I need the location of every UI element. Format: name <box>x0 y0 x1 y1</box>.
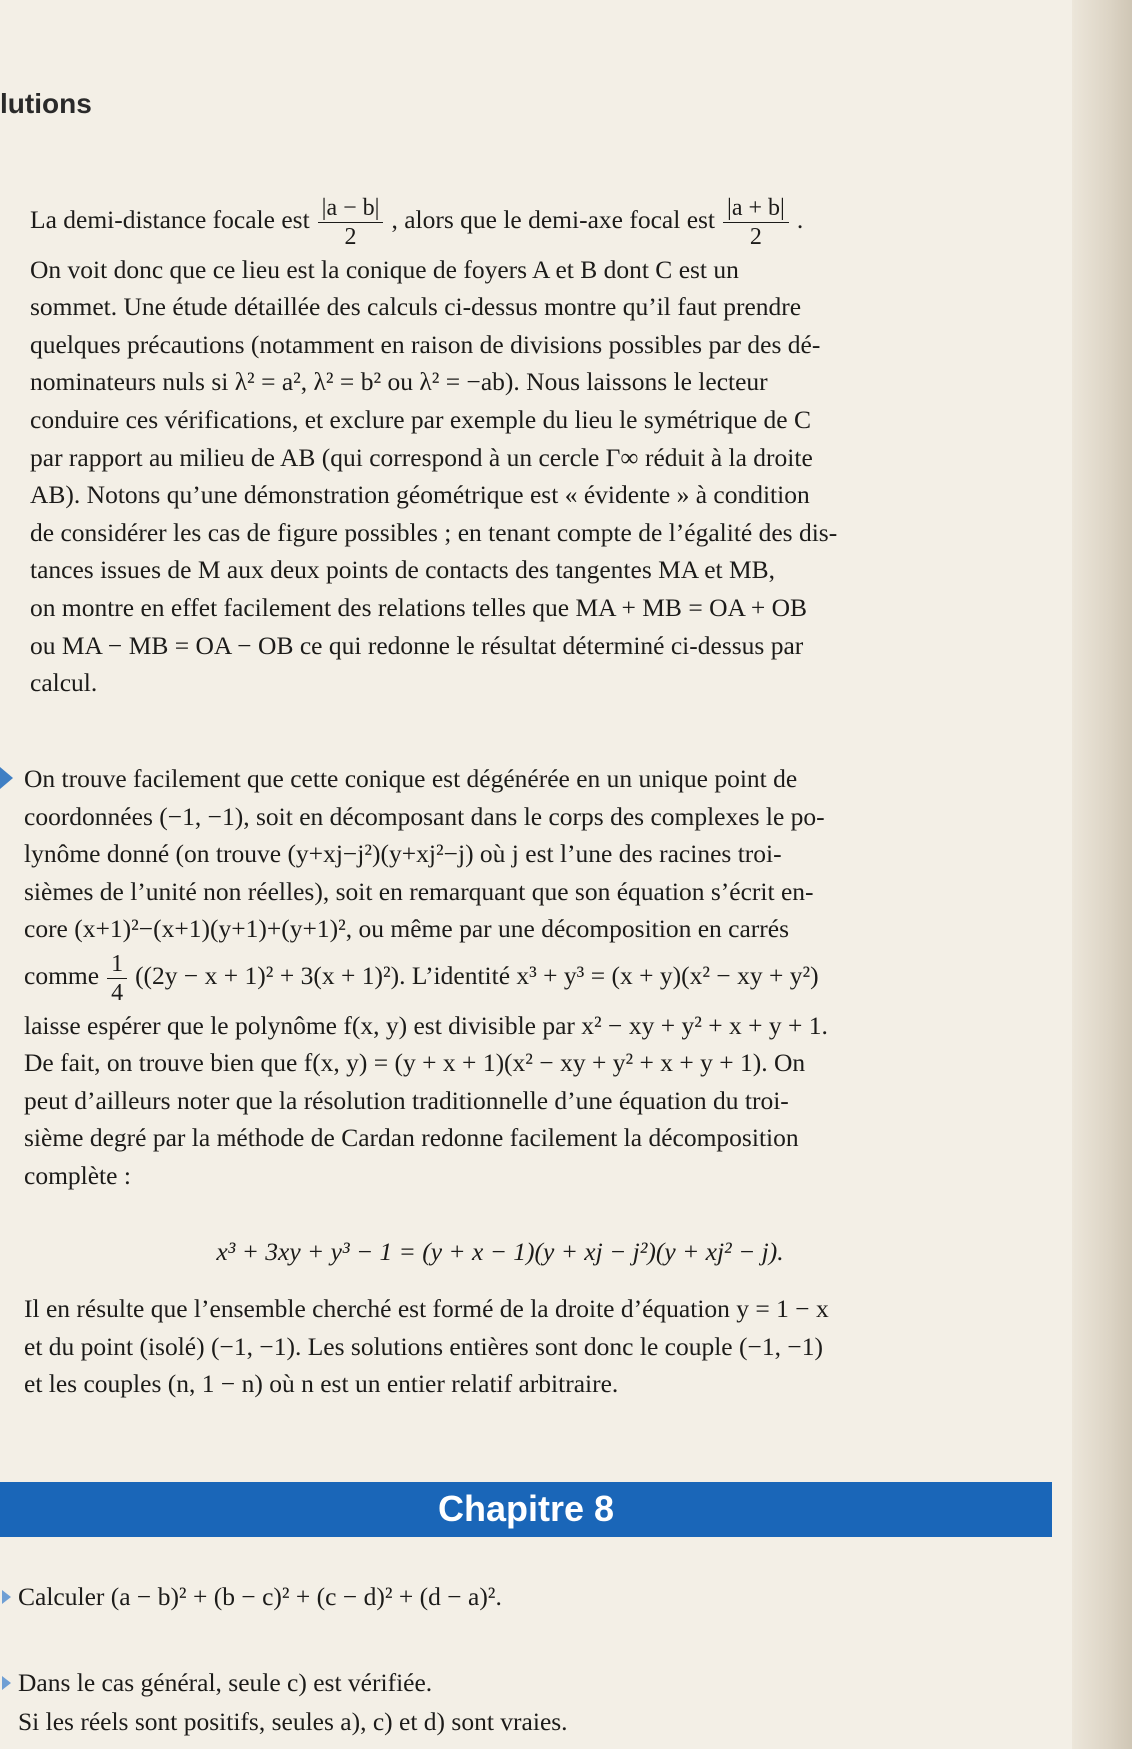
text-line: calcul. <box>30 668 98 698</box>
focal-end: . <box>796 205 804 234</box>
text-line: tances issues de M aux deux points de contacts des tangentes MA et MB, <box>30 555 776 585</box>
running-head: lutions <box>0 88 92 119</box>
text-line: laisse espérer que le polynôme f(x, y) est divisible par x² − xy + y² + x + y + 1. <box>24 1010 828 1040</box>
text-line: De fait, on trouve bien que f(x, y) = (y + x + 1)(x² − xy + y² + x + y + 1). On <box>24 1048 806 1078</box>
text-line: peut d’ailleurs noter que la résolution traditionnelle d’une équation du troi- <box>24 1085 789 1115</box>
text-line: quelques précautions (notamment en raison de divisions possibles par des dé- <box>30 329 821 359</box>
bullet-marker-icon <box>2 1676 11 1690</box>
text-line: et du point (isolé) (−1, −1). Les solutions entières sont donc le couple (−1, −1) <box>24 1331 823 1361</box>
fraction-half-diff <box>318 194 384 251</box>
text-line: sième degré par la méthode de Cardan redonne facilement la décomposition <box>24 1123 799 1153</box>
fraction-numerator: |a − b| <box>318 194 384 223</box>
text-line: sommet. Une étude détaillée des calculs ci-dessus montre qu’il faut prendre <box>30 292 802 322</box>
text-line: ou MA − MB = OA − OB ce qui redonne le résultat déterminé ci-dessus par <box>30 630 804 660</box>
text-line: AB). Notons qu’une démonstration géométrique est « évidente » à condition <box>30 480 810 510</box>
paragraph-focal <box>30 192 1040 702</box>
text-line: par rapport au milieu de AB (qui correspond à un cercle Γ∞ réduit à la droite <box>30 442 813 472</box>
text-line: lynôme donné (on trouve (y+xj−j²)(y+xj²−j) où j est l’une des racines troi- <box>24 839 782 869</box>
focal-mid: , alors que le demi-axe focal est <box>391 205 716 234</box>
text-line: on montre en effet facilement des relations telles que MA + MB = OA + OB <box>30 592 808 622</box>
fraction-quarter <box>107 950 127 1007</box>
text-line: nominateurs nuls si λ² = a², λ² = b² ou λ² = −ab). Nous laissons le lecteur <box>30 367 768 397</box>
paragraph-conclusion <box>24 1290 1040 1403</box>
fraction-numerator: |a + b| <box>723 194 789 223</box>
focal-lead: La demi-distance focale est <box>30 205 310 234</box>
display-equation: x³ + 3xy + y³ − 1 = (y + x − 1)(y + xj − j²)(y + xj² − j). <box>216 1237 784 1266</box>
item-calculer: Calculer (a − b)² + (b − c)² + (c − d)² + (d − a)². <box>18 1582 502 1611</box>
text-line: de considérer les cas de figure possibles ; en tenant compte de l’égalité des dis- <box>30 517 838 547</box>
chapter-title: Chapitre 8 <box>437 1488 615 1529</box>
comme-lead: comme <box>24 960 100 990</box>
item-reels-positifs: Si les réels sont positifs, seules a), c) et d) sont vraies. <box>18 1707 568 1736</box>
focal-first-line <box>30 192 1040 251</box>
comme-rest: ((2y − x + 1)² + 3(x + 1)²). L’identité x³ + y³ = (x + y)(x² − xy + y²) <box>135 960 819 990</box>
text-line: On voit donc que ce lieu est la conique de foyers A et B dont C est un <box>30 254 739 284</box>
text-line: core (x+1)²−(x+1)(y+1)+(y+1)², ou même par une décomposition en carrés <box>24 914 790 944</box>
text-line: et les couples (n, 1 − n) où n est un entier relatif arbitraire. <box>24 1369 619 1399</box>
item-cas-general: Dans le cas général, seule c) est vérifiée. <box>18 1668 433 1697</box>
fraction-denominator: 2 <box>344 223 357 250</box>
fraction-denominator: 4 <box>111 979 124 1006</box>
page-edge <box>1072 0 1132 1749</box>
paragraph-conique <box>24 760 1040 1195</box>
text-line: conduire ces vérifications, et exclure par exemple du lieu le symétrique de C <box>30 405 811 435</box>
text-line: sièmes de l’unité non réelles), soit en remarquant que son équation s’écrit en- <box>24 876 814 906</box>
bullet-marker-icon <box>2 1590 11 1604</box>
text-line: coordonnées (−1, −1), soit en décomposant dans le corps des complexes le po- <box>24 801 825 831</box>
text-line: On trouve facilement que cette conique est dégénérée en un unique point de <box>24 764 798 793</box>
text-line: Il en résulte que l’ensemble cherché est formé de la droite d’équation y = 1 − x <box>24 1294 829 1323</box>
fraction-half-sum <box>723 194 789 251</box>
fraction-denominator: 2 <box>749 223 762 250</box>
bullet-marker-icon <box>0 767 13 789</box>
text-line: complète : <box>24 1160 131 1190</box>
fraction-numerator: 1 <box>107 950 127 979</box>
comme-line <box>24 948 1040 1007</box>
